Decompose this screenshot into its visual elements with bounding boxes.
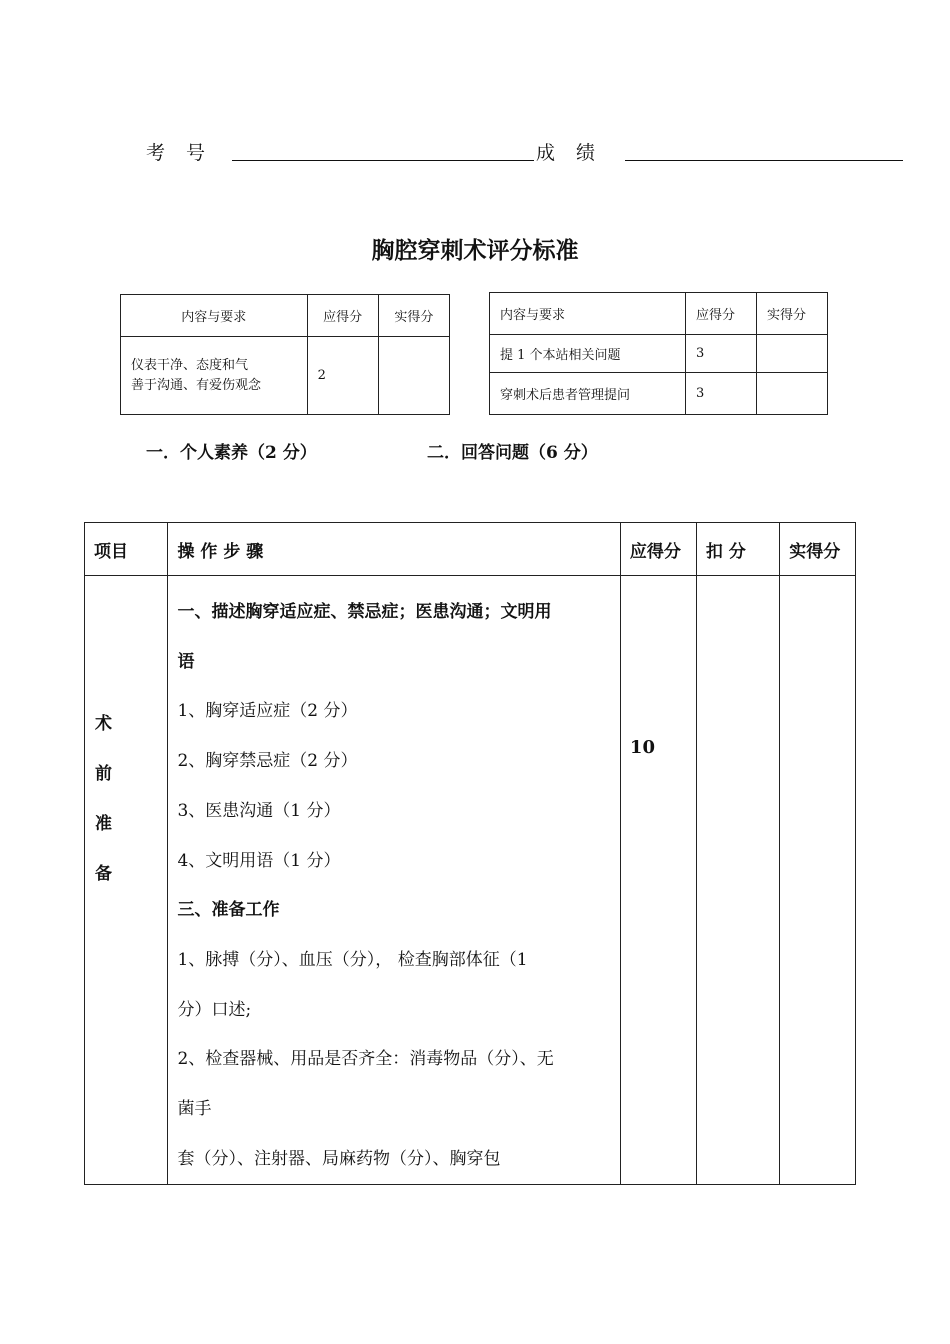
content-cell: 提 1 个本站相关问题 xyxy=(490,335,686,373)
category-char: 备 xyxy=(95,864,112,884)
header-actual: 实得分 xyxy=(780,523,856,576)
step-line: 菌手 xyxy=(177,1099,212,1120)
category-char: 前 xyxy=(95,764,112,784)
score-field[interactable] xyxy=(625,160,903,161)
step-line: 三、准备工作 xyxy=(177,900,280,921)
header-score: 应得分 xyxy=(620,523,696,576)
category-char: 术 xyxy=(95,714,112,734)
header-actual: 实得分 xyxy=(378,295,449,337)
step-line: 3、医患沟通（1 分） xyxy=(177,800,341,821)
score-cell: 2 xyxy=(307,337,378,415)
step-line: 2、检查器械、用品是否齐全：消毒物品（分）、无 xyxy=(177,1049,554,1070)
actual-score-cell[interactable] xyxy=(780,576,856,1185)
table-row xyxy=(490,335,828,373)
content-cell xyxy=(121,337,308,415)
steps-cell xyxy=(168,576,620,1185)
actual-score-cell[interactable] xyxy=(757,373,828,415)
content-line: 仪表干净、态度和气 xyxy=(131,357,249,373)
page-title: 胸腔穿刺术评分标准 xyxy=(371,237,579,264)
section-answer-questions: 二．回答问题（6 分） xyxy=(427,443,598,463)
score-cell: 3 xyxy=(686,335,757,373)
table-header-row xyxy=(85,523,856,576)
scoring-table xyxy=(84,522,856,1185)
step-line: 分）口述; xyxy=(177,999,252,1020)
score-value: 10 xyxy=(629,737,655,758)
header-item: 项目 xyxy=(85,523,168,576)
step-line: 语 xyxy=(177,651,195,672)
section-personal-quality: 一．个人素养（2 分） xyxy=(146,443,317,463)
header-score: 应得分 xyxy=(686,293,757,335)
header-score: 应得分 xyxy=(307,295,378,337)
step-line: 套（分）、注射器、局麻药物（分）、胸穿包 xyxy=(177,1148,501,1169)
header-content: 内容与要求 xyxy=(121,295,308,337)
questions-table xyxy=(489,292,828,415)
table-row xyxy=(85,576,856,1185)
step-line: 1、胸穿适应症（2 分） xyxy=(177,701,358,722)
score-cell xyxy=(620,576,696,1185)
header-steps: 操 作 步 骤 xyxy=(168,523,620,576)
category-char: 准 xyxy=(95,814,112,834)
exam-number-field[interactable] xyxy=(232,160,534,161)
deduct-cell[interactable] xyxy=(696,576,779,1185)
content-line: 善于沟通、有爱伤观念 xyxy=(131,377,262,393)
exam-number-label: 考 号 xyxy=(146,142,207,164)
header-actual: 实得分 xyxy=(757,293,828,335)
step-line: 4、文明用语（1 分） xyxy=(177,850,341,871)
content-cell: 穿刺术后患者管理提问 xyxy=(490,373,686,415)
category-cell xyxy=(85,576,168,1185)
header-deduct: 扣 分 xyxy=(696,523,779,576)
header-content: 内容与要求 xyxy=(490,293,686,335)
actual-score-cell[interactable] xyxy=(757,335,828,373)
actual-score-cell[interactable] xyxy=(378,337,449,415)
score-cell: 3 xyxy=(686,373,757,415)
step-line: 一、描述胸穿适应症、禁忌症；医患沟通；文明用 xyxy=(177,602,552,622)
step-line: 1、脉搏（分）、血压（分）， 检查胸部体征（1 xyxy=(177,949,528,970)
step-line: 2、胸穿禁忌症（2 分） xyxy=(177,751,358,772)
table-row xyxy=(490,373,828,415)
score-label: 成 绩 xyxy=(536,142,597,164)
personal-quality-table xyxy=(120,294,450,415)
